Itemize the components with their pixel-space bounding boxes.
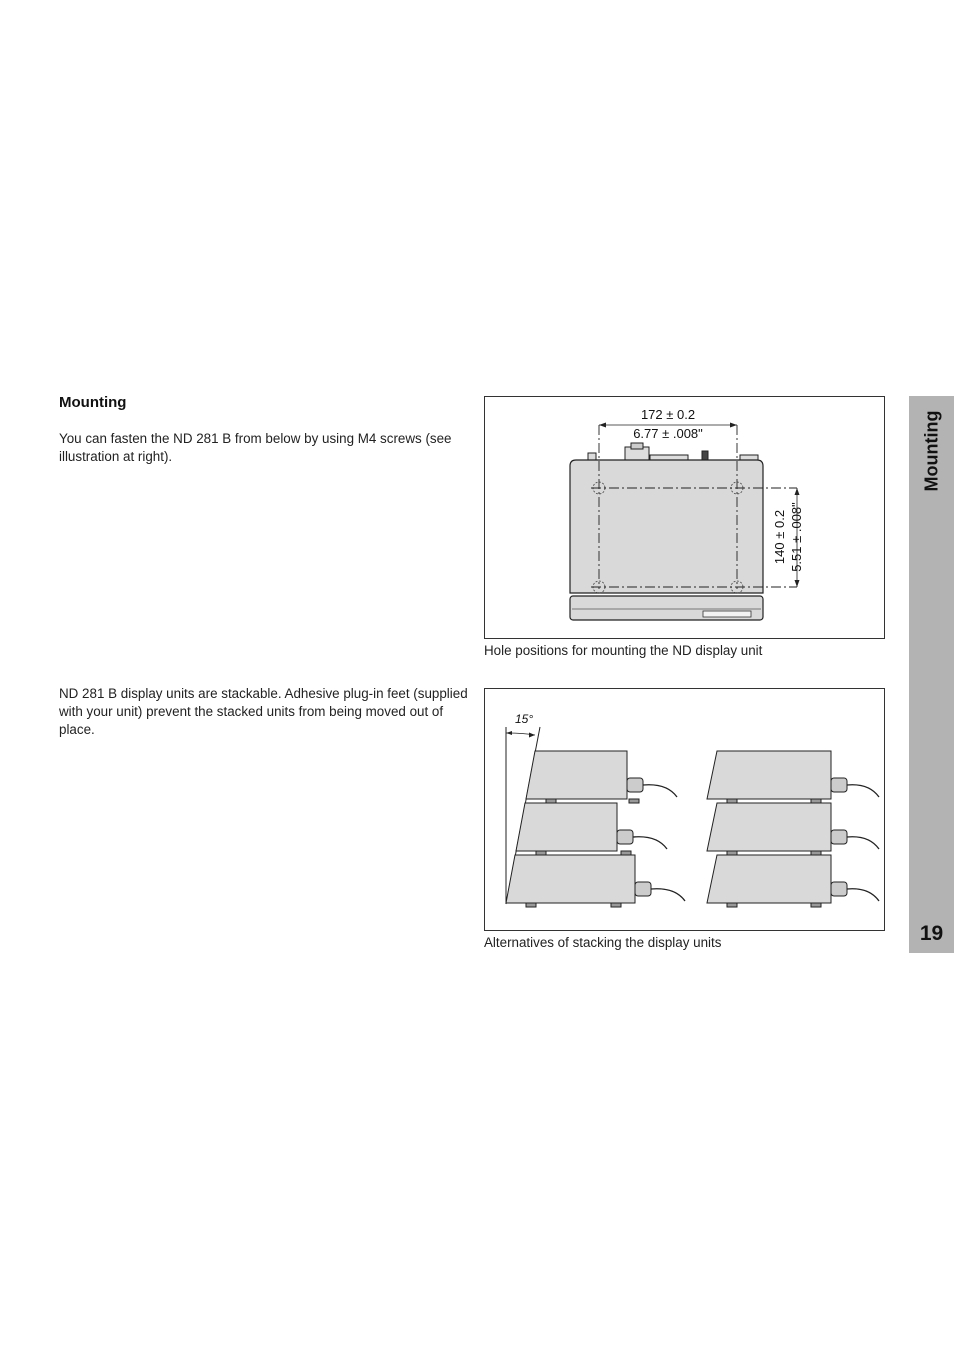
figure1-caption: Hole positions for mounting the ND display unit — [484, 643, 763, 658]
section-heading: Mounting — [59, 394, 127, 411]
stacking-paragraph: ND 281 B display units are stackable. Adhesive plug-in feet (supplied with your unit) prevent the stacked units from being moved out of place. — [59, 686, 468, 737]
hole-positions-drawing — [485, 397, 884, 638]
angle-label: 15° — [515, 712, 534, 726]
stacking-drawing — [485, 689, 884, 930]
height-in-label: 5.51 ± .008" — [789, 502, 804, 572]
hole-positions-figure — [484, 396, 885, 639]
figure2-caption: Alternatives of stacking the display units — [484, 935, 722, 950]
width-in-label: 6.77 ± .008" — [633, 426, 703, 441]
height-mm-label: 140 ± 0.2 — [772, 509, 787, 565]
stacking-figure — [484, 688, 885, 931]
page-number: 19 — [919, 922, 944, 945]
chapter-tab — [909, 396, 954, 953]
width-mm-label: 172 ± 0.2 — [640, 407, 696, 422]
chapter-tab-title: Mounting — [921, 410, 941, 492]
mounting-paragraph: You can fasten the ND 281 B from below by using M4 screws (see illustration at right). — [59, 431, 452, 464]
chapter-tab-title-box — [909, 396, 954, 506]
